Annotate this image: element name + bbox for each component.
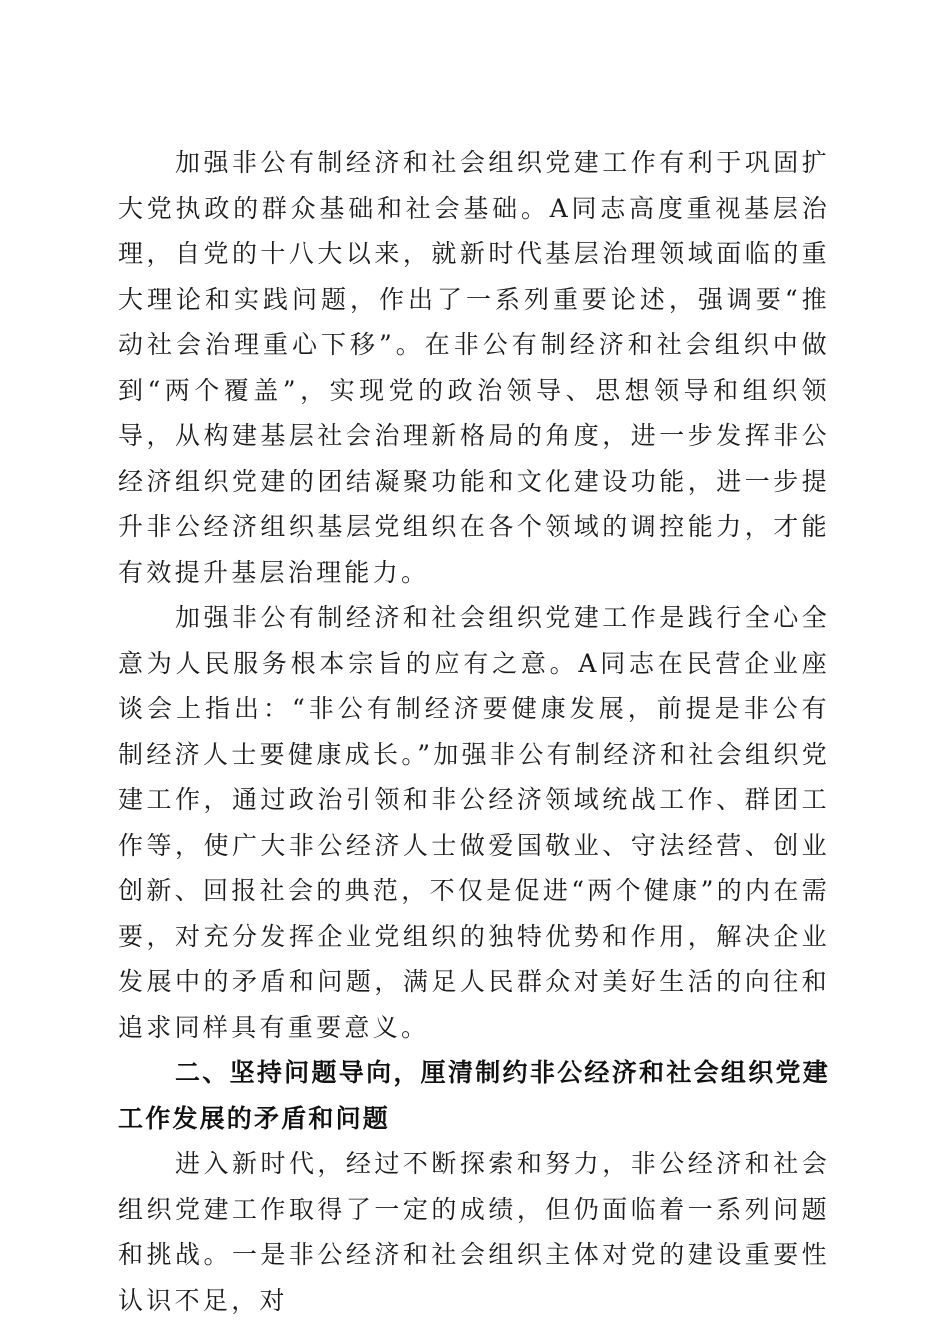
paragraph-grassroots-governance: 加强非公有制经济和社会组织党建工作有利于巩固扩大党执政的群众基础和社会基础。A同志高度重视基层治理，自党的十八大以来，就新时代基层治理领域面临的重大理论和实践问题，作出了一系列重要论述，强调要“推动社会治理重心下移”。在非公有制经济和社会组织中做到“两个覆盖”，实现党的政治领导、思想领导和组织领导，从构建基层社会治理新格局的角度，进一步发挥非公经济组织党建的团结凝聚功能和文化建设功能，进一步提升非公经济组织基层党组织在各个领域的调控能力，才能有效提升基层治理能力。 [118, 148, 830, 587]
section-heading: 二、坚持问题导向，厘清制约非公经济和社会组织党建工作发展的矛盾和问题 [118, 1058, 830, 1133]
document-body [118, 140, 830, 1323]
paragraph-people-service: 加强非公有制经济和社会组织党建工作是践行全心全意为人民服务根本宗旨的应有之意。A同志在民营企业座谈会上指出：“非公有制经济要健康发展，前提是非公有制经济人士要健康成长。”加强非公有制经济和社会组织党建工作，通过政治引领和非公经济领域统战工作、群团工作等，使广大非公经济人士做爱国敬业、守法经营、创业创新、回报社会的典范，不仅是促进“两个健康”的内在需要，对充分发挥企业党组织的独特优势和作用，解决企业发展中的矛盾和问题，满足人民群众对美好生活的向往和追求同样具有重要意义。 [118, 603, 830, 1042]
paragraph-new-era-problems: 进入新时代，经过不断探索和努力，非公经济和社会组织党建工作取得了一定的成绩，但仍面临着一系列问题和挑战。一是非公经济和社会组织主体对党的建设重要性认识不足，对 [118, 1149, 830, 1315]
